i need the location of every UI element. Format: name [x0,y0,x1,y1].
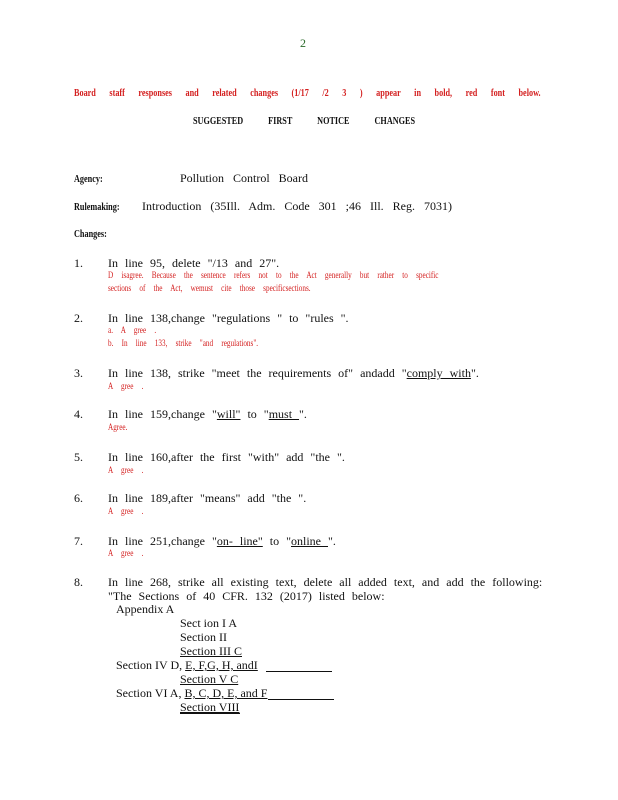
item-text-part: In line 251,change " [108,534,217,548]
item-number: 1. [74,256,83,270]
item-text-underlined: online [291,534,328,548]
appendix-title: Appendix A [116,602,175,616]
item-number: 5. [74,450,83,464]
item-text-part: ". [328,534,336,548]
item-text-part: ". [470,366,479,380]
item-response: sections of the Act, wemust cite those specificsections. [108,283,311,293]
item-text-underlined: must [268,407,300,421]
page-number: 2 [300,36,306,50]
item-text-part: to " [262,534,291,548]
agency-label: Agency: [74,174,103,185]
appendix-section-label: Section IV D, [116,658,186,672]
rulemaking-label: Rulemaking: [74,202,120,213]
item-text-part: In line 159,change " [108,407,217,421]
underline-rule [268,699,334,700]
item-text-underlined: on- line" [216,534,263,548]
item-response: a. A gree . [108,325,157,335]
appendix-section: Section II [180,630,227,644]
rulemaking-value: Introduction (35Ill. Adm. Code 301 ;46 Ill. Reg. 7031) [142,199,452,213]
item-response: A gree . [108,465,144,475]
appendix-section: Section VIII [180,700,240,714]
item-text: In line 95, delete "/13 and 27". [108,256,280,270]
appendix-section: Section V C [180,672,239,686]
item-text-part: to " [240,407,269,421]
item-text [108,534,336,549]
item-text: In line 138,change "regulations " to "rules ". [108,311,349,325]
response-note: Board staff responses and related changes (1/17 /2 3 ) appear in bold, red font below. [74,88,541,99]
item-number: 6. [74,491,83,505]
appendix-section-underlined: E, F,G, H, andI [185,658,258,672]
appendix-section [116,686,267,701]
appendix-section: Section III C [180,644,242,658]
changes-label: Changes: [74,229,107,240]
item-text: In line 189,after "means" add "the ". [108,491,307,505]
item-response: D isagree. Because the sentence refers not to the Act generally but rather to specific [108,270,439,280]
appendix-section-label: Section VI A, [116,686,185,700]
item-response: A gree . [108,548,144,558]
item-response: Agree. [108,422,128,432]
underline-rule [266,671,332,672]
item-text: In line 160,after the first "with" add "the ". [108,450,345,464]
agency-value: Pollution Control Board [180,171,309,185]
appendix-section [116,658,258,673]
item-text: In line 268, strike all existing text, delete all added text, and add the following: [108,575,543,589]
item-response: A gree . [108,381,144,391]
item-text-underlined: will" [216,407,241,421]
item-number: 8. [74,575,83,589]
item-text-part: ". [299,407,307,421]
item-text [108,407,307,422]
document-heading: SUGGESTED FIRST NOTICE CHANGES [193,116,416,127]
appendix-section-underlined: B, C, D, E, and F [184,686,268,700]
underline-rule [180,713,240,714]
appendix-section: Sect ion I A [180,616,237,630]
item-text-underlined: comply with [406,366,471,380]
item-response: b. In line 133, strike "and regulations". [108,338,259,348]
item-number: 3. [74,366,83,380]
item-number: 7. [74,534,83,548]
item-number: 4. [74,407,83,421]
item-text [108,366,479,381]
item-response: A gree . [108,506,144,516]
item-text-part: In line 138, strike "meet the requirements of" andadd " [108,366,407,380]
item-text: "The Sections of 40 CFR. 132 (2017) listed below: [108,589,385,603]
item-number: 2. [74,311,83,325]
